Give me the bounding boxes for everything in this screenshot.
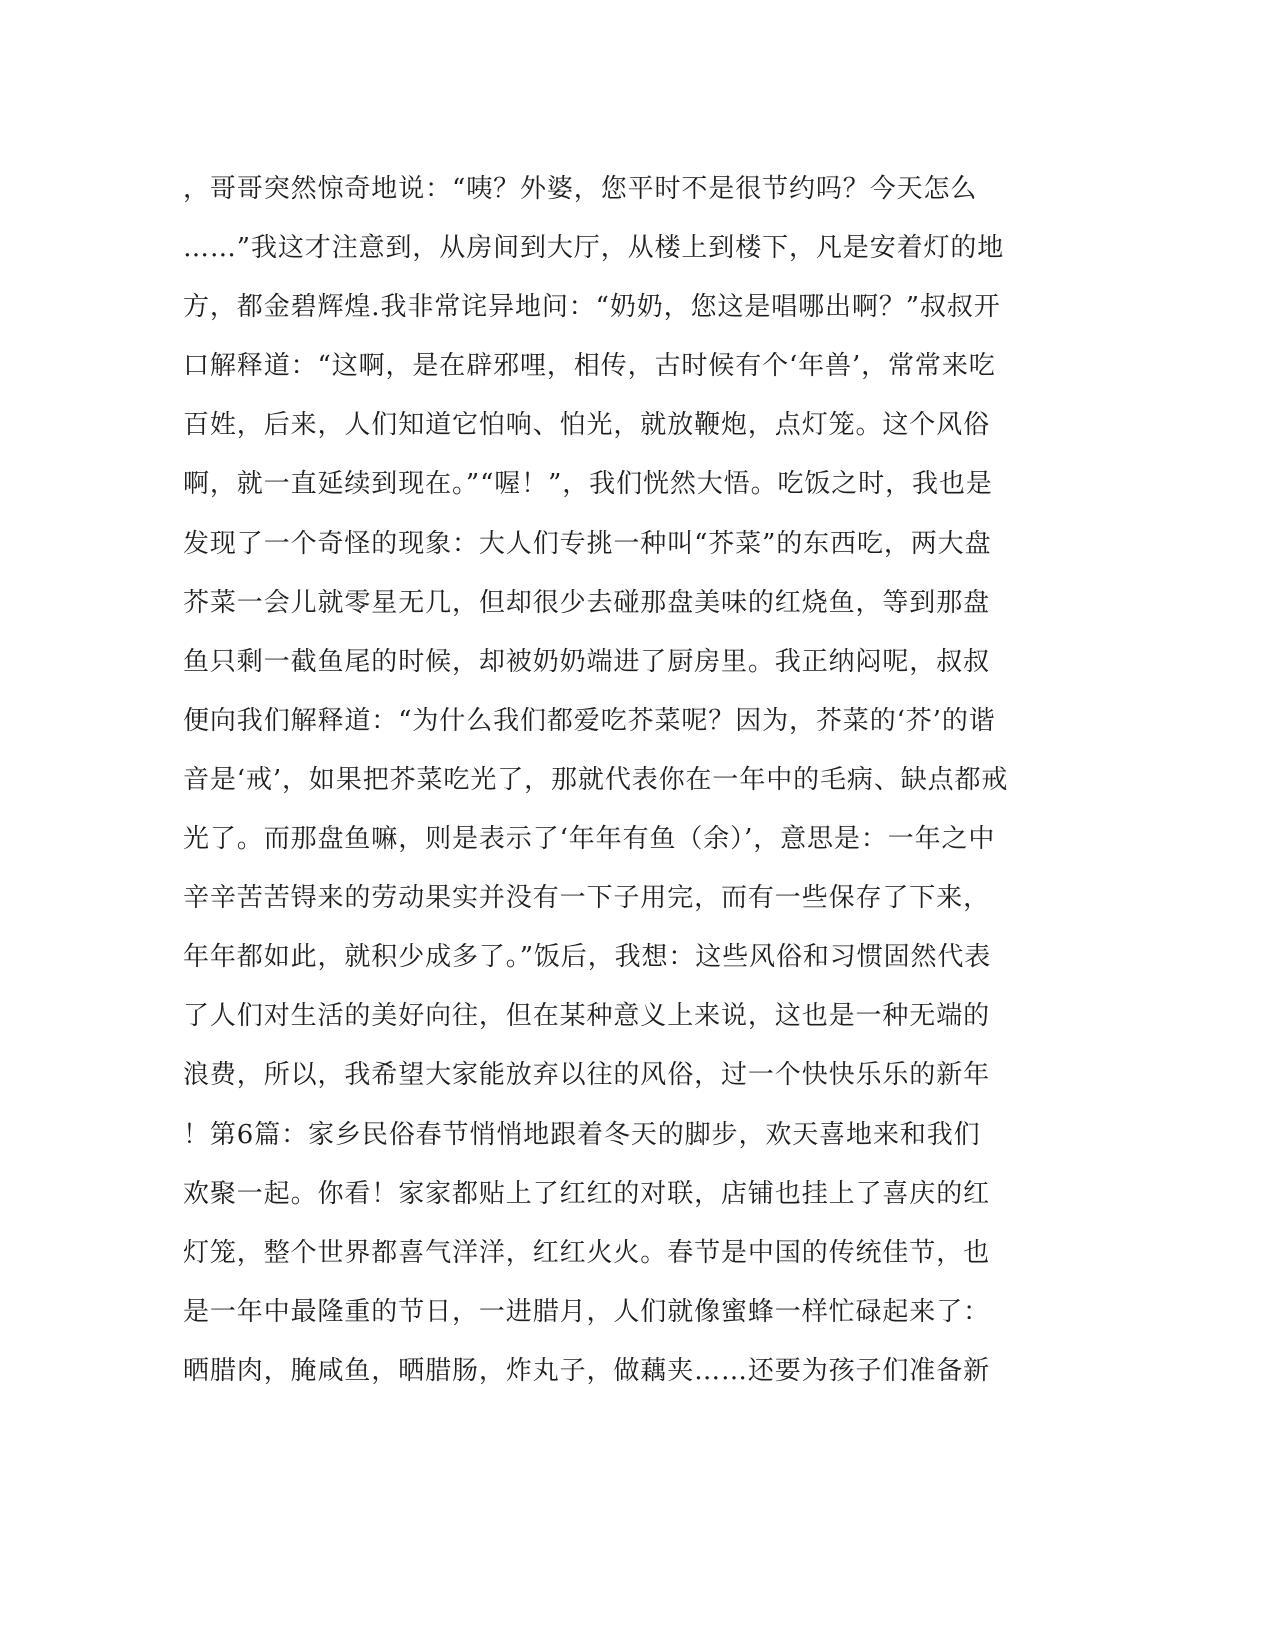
text-line: ……”我这才注意到，从房间到大厅，从楼上到楼下，凡是安着灯的地 — [183, 233, 1005, 264]
text-line: 便向我们解释道：“为什么我们都爱吃芥菜呢？因为，芥菜的‘芥’的谐 — [183, 705, 996, 736]
body-text — [183, 160, 1043, 1401]
text-line: 光了。而那盘鱼嘛，则是表示了‘年年有鱼（余）’，意思是：一年之中 — [183, 824, 996, 855]
text-line: 了人们对生活的美好向往，但在某种意义上来说，这也是一种无端的 — [183, 1001, 991, 1032]
text-line: 发现了一个奇怪的现象：大人们专挑一种叫“芥菜”的东西吃，两大盘 — [183, 528, 992, 559]
text-line: 欢聚一起。你看！家家都贴上了红红的对联，店铺也挂上了喜庆的红 — [183, 1178, 991, 1209]
text-line: 灯笼，整个世界都喜气洋洋，红红火火。春节是中国的传统佳节，也 — [183, 1237, 991, 1268]
text-line: ，哥哥突然惊奇地说：“咦？外婆，您平时不是很节约吗？今天怎么 — [183, 174, 978, 204]
text-line: 方，都金碧辉煌.我非常诧异地问：“奶奶，您这是唱哪出啊？”叔叔开 — [183, 292, 1001, 323]
text-line: ！第6篇：家乡民俗春节悄悄地跟着冬天的脚步，欢天喜地来和我们 — [183, 1119, 981, 1150]
text-line: 啊，就一直延续到现在。”“喔！”，我们恍然大悟。吃饭之时，我也是 — [183, 469, 993, 500]
text-line: 是一年中最隆重的节日，一进腊月，人们就像蜜蜂一样忙碌起来了： — [183, 1296, 991, 1327]
text-line: 芥菜一会儿就零星无几，但却很少去碰那盘美味的红烧鱼，等到那盘 — [183, 587, 991, 618]
text-line: 百姓，后来，人们知道它怕响、怕光，就放鞭炮，点灯笼。这个风俗 — [183, 410, 991, 441]
text-line: 辛辛苦苦锝来的劳动果实并没有一下子用完，而有一些保存了下来， — [183, 883, 991, 914]
text-line: 音是‘戒’，如果把芥菜吃光了，那就代表你在一年中的毛病、缺点都戒 — [183, 764, 1009, 795]
text-line: 浪费，所以，我希望大家能放弃以往的风俗，过一个快快乐乐的新年 — [183, 1060, 991, 1091]
text-line: 年年都如此，就积少成多了。”饭后，我想：这些风俗和习惯固然代表 — [183, 942, 992, 973]
text-line: 晒腊肉，腌咸鱼，晒腊肠，炸丸子，做藕夹……还要为孩子们准备新 — [183, 1355, 991, 1386]
text-line: 鱼只剩一截鱼尾的时候，却被奶奶端进了厨房里。我正纳闷呢，叔叔 — [183, 646, 991, 677]
text-line: 口解释道：“这啊，是在辟邪哩，相传，古时候有个‘年兽’，常常来吃 — [183, 351, 996, 382]
